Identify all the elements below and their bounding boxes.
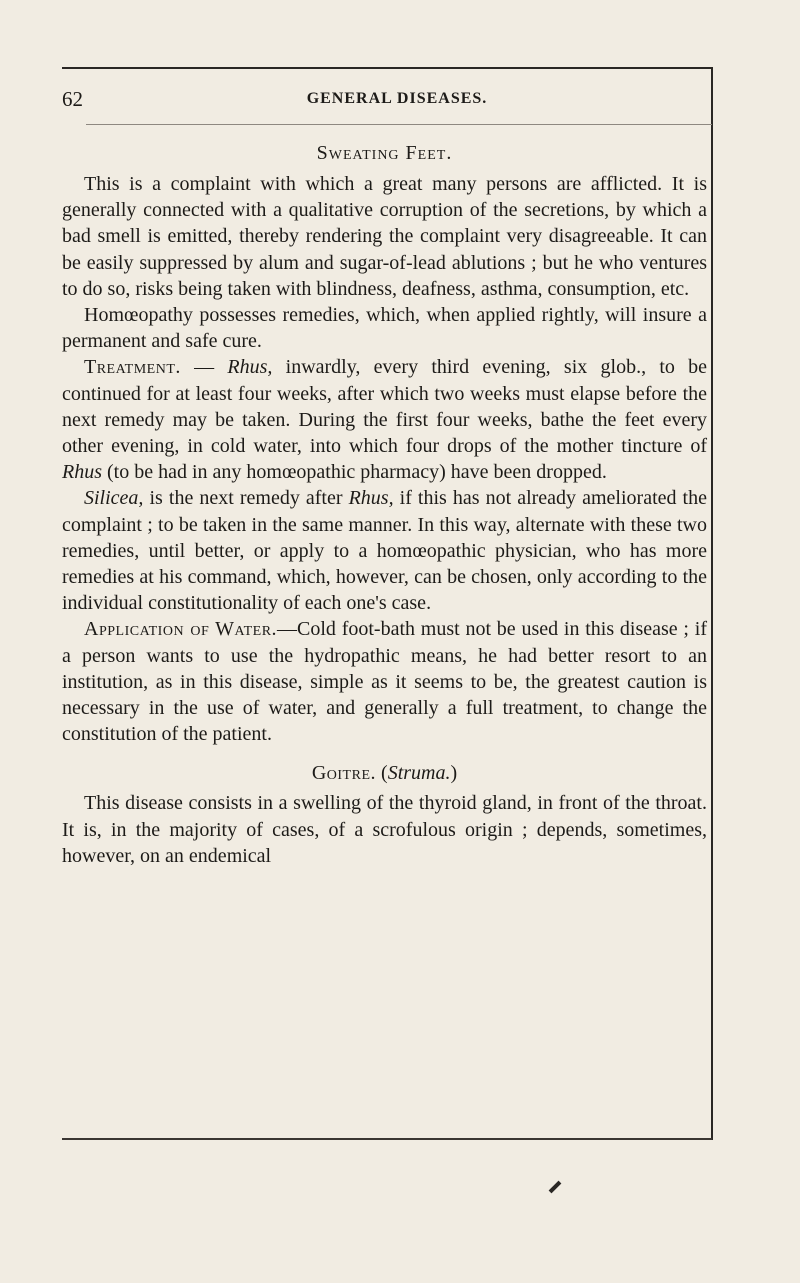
- paragraph-application-of-water: [62, 616, 707, 747]
- silicea-text-1: is the next remedy after: [143, 487, 349, 510]
- page-body: [62, 140, 707, 869]
- goitre-paren-open: (: [376, 762, 388, 785]
- treatment-label: Treatment.: [84, 356, 181, 379]
- application-text: —Cold foot-bath must not be used in this disease ; if a person wants to use the hydropathic means, he had better resort to an institution, as in this disease, simple as it seems to be, the greatest caution is necessary in the use of water, and generally a full treatment, to change the constitution of the patient.: [62, 618, 707, 746]
- paragraph-silicea: [62, 485, 707, 616]
- goitre-latin-name: Struma.: [387, 762, 451, 785]
- treatment-text-2: (to be had in any homœopathic pharmacy) have been dropped.: [102, 461, 607, 484]
- application-label: Application of Water.: [84, 618, 278, 641]
- section-title-sweating-feet: Sweating Feet.: [316, 142, 453, 164]
- goitre-paren-close: ): [450, 762, 458, 785]
- treatment-text-1: inwardly, every third evening, six glob., to be continued for at least four weeks, after which two weeks must elapse before the next remedy may be taken. During the first four weeks, bathe the feet every other evening, in cold water, into which four drops of the mother tincture of: [62, 356, 708, 458]
- paragraph-goitre: This disease consists in a swelling of the thyroid gland, in front of the throat. It is, in the majority of cases, of a scrofulous origin ; depends, sometimes, however, on an endemical: [62, 792, 707, 867]
- header-divider: [86, 124, 712, 125]
- bottom-border: [62, 1138, 712, 1140]
- paragraph-2: Homœopathy possesses remedies, which, when applied rightly, will insure a permanent and safe cure.: [62, 304, 707, 353]
- running-head: GENERAL DISEASES.: [306, 90, 488, 107]
- silicea-text-2: if this has not already ameliorated the complaint ; to be taken in the same manner. In this way, alternate with these two remedies, until better, or apply to a homœopathic physician, who has more remedies at his command, which, however, can be chosen, only according to the individual constitutionality of each one's case.: [62, 487, 707, 615]
- paragraph-treatment: [62, 354, 707, 485]
- goitre-title: Goitre.: [311, 762, 377, 785]
- page-header: [62, 86, 712, 112]
- section-title-goitre: [62, 747, 707, 790]
- treatment-dash: —: [180, 356, 228, 379]
- remedy-rhus: Rhus,: [227, 356, 273, 379]
- stray-pencil-mark: [549, 1181, 562, 1194]
- remedy-silicea: Silicea,: [84, 487, 144, 510]
- page-number: 62: [62, 87, 83, 111]
- remedy-rhus-ref: Rhus,: [348, 487, 394, 510]
- remedy-rhus-tincture: Rhus: [62, 461, 102, 484]
- frame-right-border: [711, 67, 713, 1140]
- paragraph-1: This is a complaint with which a great many persons are afflicted. It is generally connected with a qualitative corruption of the secretions, by which a bad smell is emitted, thereby rendering the complaint very disagreeable. It can be easily suppressed by alum and sugar-of-lead ablutions ; but he who ventures to do so, risks being taken with blindness, deafness, asthma, consumption, etc.: [62, 173, 707, 300]
- frame-top-border: [62, 67, 712, 69]
